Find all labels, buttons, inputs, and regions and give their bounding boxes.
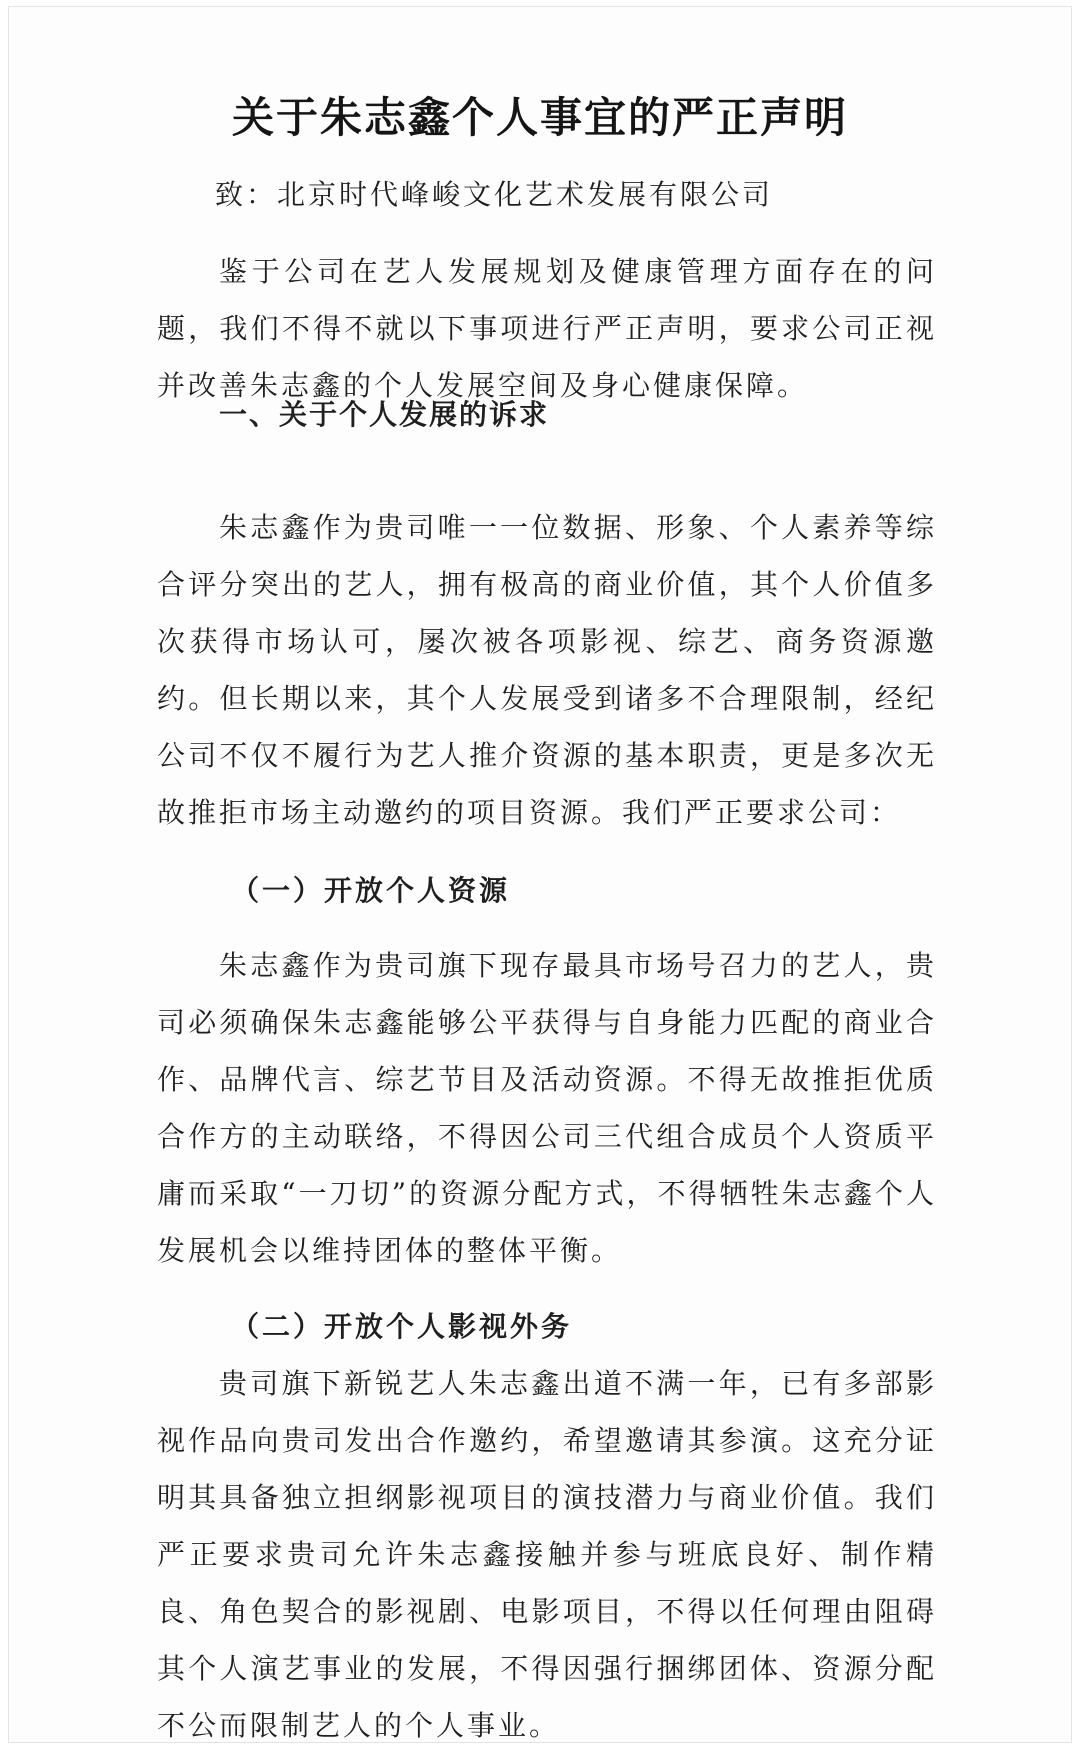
subsection-2-heading: （二）开放个人影视外务 (231, 1310, 573, 1343)
section-1-paragraph: 朱志鑫作为贵司唯一一位数据、形象、个人素养等综合评分突出的艺人，拥有极高的商业价值，其个人价值多次获得市场认可，屡次被各项影视、综艺、商务资源邀约。但长期以来，其个人发展受到诸多不合理限制，经纪公司不仅不履行为艺人推介资源的基本职责，更是多次无故推拒市场主动邀约的项目资源。我们严正要求公司： (157, 511, 937, 829)
page-title: 关于朱志鑫个人事宜的严正声明 (231, 93, 848, 142)
addressee-line: 致：北京时代峰峻文化艺术发展有限公司 (215, 178, 774, 211)
subsection-2-paragraph: 贵司旗下新锐艺人朱志鑫出道不满一年，已有多部影视作品向贵司发出合作邀约，希望邀请其参演。这充分证明其具备独立担纲影视项目的演技潜力与商业价值。我们严正要求贵司允许朱志鑫接触并参与班底良好、制作精良、角色契合的影视剧、电影项目，不得以任何理由阻碍其个人演艺事业的发展，不得因强行捆绑团体、资源分配不公而限制艺人的个人事业。 (157, 1367, 937, 1742)
subsection-1-paragraph: 朱志鑫作为贵司旗下现存最具市场号召力的艺人，贵司必须确保朱志鑫能够公平获得与自身能力匹配的商业合作、品牌代言、综艺节目及活动资源。不得无故推拒优质合作方的主动联络，不得因公司三代组合成员个人资质平庸而采取“一刀切”的资源分配方式，不得牺牲朱志鑫个人发展机会以维持团体的整体平衡。 (157, 949, 937, 1267)
subsection-1-heading: （一）开放个人资源 (231, 874, 511, 907)
document-page (8, 6, 1072, 1743)
section-1-heading: 一、关于个人发展的诉求 (219, 398, 550, 431)
intro-paragraph: 鉴于公司在艺人发展规划及健康管理方面存在的问题，我们不得不就以下事项进行严正声明，要求公司正视并改善朱志鑫的个人发展空间及身心健康保障。 (157, 255, 937, 402)
